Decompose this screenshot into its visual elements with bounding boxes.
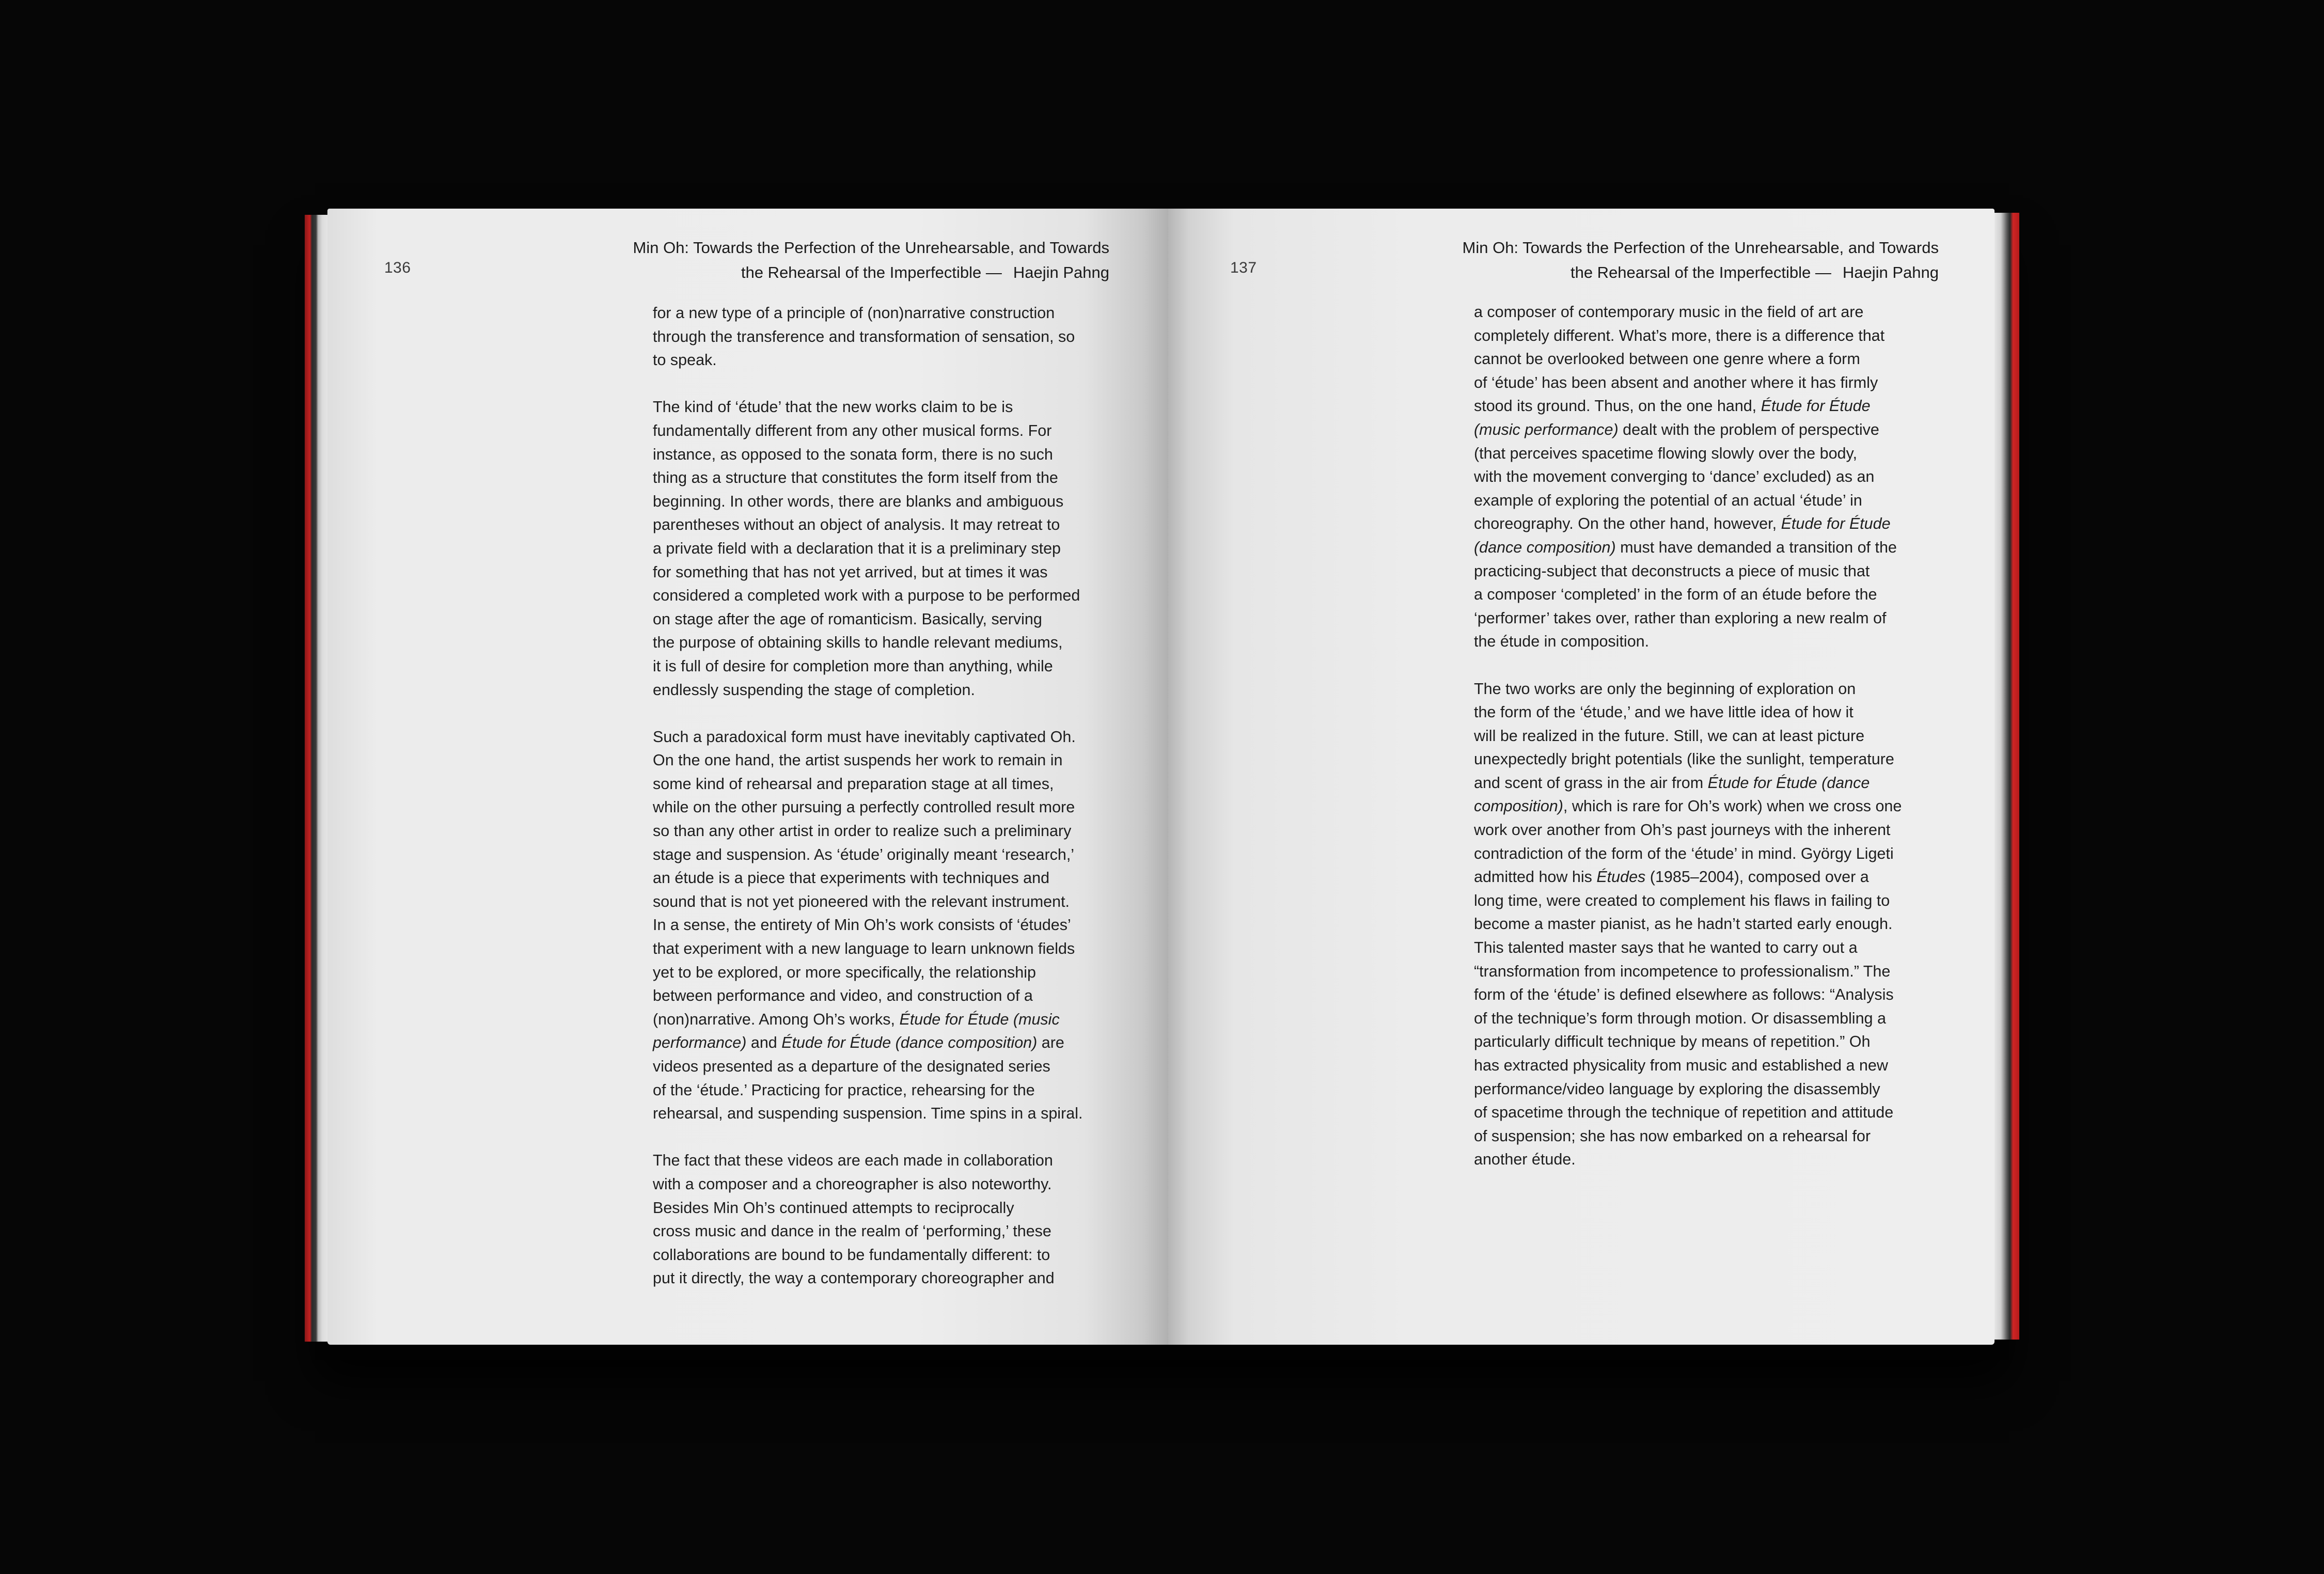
italic-title: (music performance) — [1474, 420, 1619, 438]
running-head-dash: — — [1815, 263, 1831, 281]
italic-title: Étude for Étude (music — [899, 1010, 1060, 1028]
text-line: considered a completed work with a purpose to be performed — [653, 587, 1080, 605]
text-line: parentheses without an object of analysis. It may retreat to — [653, 516, 1060, 534]
text-line: it is full of desire for completion more than anything, while — [653, 657, 1053, 675]
text-line: between performance and video, and construction of a — [653, 987, 1033, 1005]
text-line: on stage after the age of romanticism. Basically, serving — [653, 610, 1042, 628]
running-head-line1: Min Oh: Towards the Perfection of the Unrehearsable, and Towards — [1462, 239, 1939, 257]
paragraph — [653, 302, 1149, 372]
text-line: composition), which is rare for Oh’s work) when we cross one — [1474, 797, 1902, 815]
text-line: rehearsal, and suspending suspension. Time spins in a spiral. — [653, 1105, 1083, 1123]
text-line: endlessly suspending the stage of completion. — [653, 681, 975, 699]
italic-title: Étude for Étude (dance composition) — [781, 1034, 1038, 1052]
paragraph — [653, 1149, 1149, 1290]
text-line: admitted how his Études (1985–2004), composed over a — [1474, 868, 1869, 886]
italic-title: performance) — [653, 1034, 747, 1052]
text-line: while on the other pursuing a perfectly controlled result more — [653, 798, 1075, 816]
text-line: and scent of grass in the air from Étude for Étude (dance — [1474, 774, 1870, 792]
text-line: videos presented as a departure of the designated series — [653, 1058, 1050, 1075]
text-line: choreography. On the other hand, however, Étude for Étude — [1474, 515, 1891, 533]
text-line: a composer of contemporary music in the field of art are — [1474, 303, 1864, 321]
text-line: ‘performer’ takes over, rather than exploring a new realm of — [1474, 609, 1887, 627]
italic-title: Étude for Étude — [1761, 397, 1871, 415]
italic-title: composition) — [1474, 797, 1563, 815]
text-line: thing as a structure that constitutes the form itself from the — [653, 469, 1058, 487]
text-line: through the transference and transformation of sensation, so — [653, 327, 1075, 345]
text-line: another étude. — [1474, 1151, 1576, 1169]
text-line: a private field with a declaration that it is a preliminary step — [653, 539, 1061, 557]
text-line: with the movement converging to ‘dance’ excluded) as an — [1474, 468, 1875, 486]
text-line: for something that has not yet arrived, but at times it was — [653, 563, 1048, 581]
text-line: practicing-subject that deconstructs a piece of music that — [1474, 562, 1870, 580]
running-head-dash: — — [985, 263, 1002, 281]
text-line: the form of the ‘étude,’ and we have little idea of how it — [1474, 703, 1854, 721]
text-line: work over another from Oh’s past journeys with the inherent — [1474, 821, 1891, 839]
body-text — [1474, 301, 1970, 1195]
left-page — [327, 209, 1168, 1345]
text-line: The two works are only the beginning of exploration on — [1474, 680, 1856, 698]
text-line: (dance composition) must have demanded a transition of the — [1474, 538, 1897, 556]
running-head-line1: Min Oh: Towards the Perfection of the Unrehearsable, and Towards — [633, 239, 1109, 257]
text-line: (music performance) dealt with the problem of perspective — [1474, 420, 1879, 438]
running-head-title: the Rehearsal of the Imperfectible — [741, 263, 982, 281]
text-line: The kind of ‘étude’ that the new works claim to be is — [653, 398, 1013, 416]
paragraph — [1474, 301, 1970, 654]
left-cover-edge — [305, 215, 327, 1342]
text-line: put it directly, the way a contemporary choreographer and — [653, 1269, 1055, 1287]
running-head-title: the Rehearsal of the Imperfectible — [1570, 263, 1811, 281]
text-line: the étude in composition. — [1474, 633, 1650, 651]
text-line: contradiction of the form of the ‘étude’ in mind. György Ligeti — [1474, 844, 1894, 862]
body-text — [653, 302, 1149, 1314]
text-line: unexpectedly bright potentials (like the sunlight, temperature — [1474, 750, 1894, 768]
text-line: a composer ‘completed’ in the form of an étude before the — [1474, 586, 1877, 604]
text-line: completely different. What’s more, there is a difference that — [1474, 326, 1885, 344]
text-line: to speak. — [653, 351, 717, 369]
text-line: collaborations are bound to be fundamentally different: to — [653, 1246, 1050, 1264]
text-line: Besides Min Oh’s continued attempts to reciprocally — [653, 1199, 1014, 1217]
text-line: so than any other artist in order to realize such a preliminary — [653, 822, 1072, 840]
italic-title: Études — [1596, 868, 1646, 886]
text-line: example of exploring the potential of an actual ‘étude’ in — [1474, 491, 1862, 509]
text-line: cross music and dance in the realm of ‘performing,’ these — [653, 1222, 1051, 1240]
text-line: On the one hand, the artist suspends her work to remain in — [653, 751, 1063, 769]
text-line: long time, were created to complement his flaws in failing to — [1474, 891, 1890, 909]
text-line: of spacetime through the technique of repetition and attitude — [1474, 1104, 1894, 1122]
text-line: stood its ground. Thus, on the one hand, Étude for Étude — [1474, 397, 1871, 415]
text-line: of the ‘étude.’ Practicing for practice, rehearsing for the — [653, 1081, 1035, 1099]
text-line: performance) and Étude for Étude (dance composition) are — [653, 1034, 1064, 1052]
text-line: (that perceives spacetime flowing slowly over the body, — [1474, 444, 1857, 462]
running-head — [633, 235, 1109, 285]
text-line: that experiment with a new language to learn unknown fields — [653, 940, 1075, 958]
right-cover-edge — [1995, 213, 2019, 1340]
text-line: beginning. In other words, there are blanks and ambiguous — [653, 492, 1064, 510]
text-line: has extracted physicality from music and established a new — [1474, 1057, 1888, 1074]
text-line: of suspension; she has now embarked on a rehearsal for — [1474, 1127, 1871, 1145]
running-head-line2 — [1463, 260, 1939, 285]
paragraph — [653, 396, 1149, 702]
page-number: 136 — [384, 259, 411, 276]
text-line: In a sense, the entirety of Min Oh’s work consists of ‘études’ — [653, 916, 1071, 934]
italic-title: Étude for Étude (dance — [1707, 774, 1870, 792]
text-line: This talented master says that he wanted to carry out a — [1474, 939, 1858, 957]
running-head-author: Haejin Pahng — [1013, 263, 1109, 281]
text-line: yet to be explored, or more specifically, the relationship — [653, 963, 1036, 981]
text-line: form of the ‘étude’ is defined elsewhere as follows: “Analysis — [1474, 986, 1894, 1004]
text-line: fundamentally different from any other musical forms. For — [653, 421, 1052, 439]
text-line: sound that is not yet pioneered with the relevant instrument. — [653, 892, 1070, 910]
text-line: cannot be overlooked between one genre where a form — [1474, 350, 1860, 368]
page-number: 137 — [1230, 259, 1257, 276]
open-book — [305, 209, 2019, 1345]
text-line: The fact that these videos are each made in collaboration — [653, 1152, 1053, 1170]
text-line: (non)narrative. Among Oh’s works, Étude for Étude (music — [653, 1010, 1060, 1028]
text-line: some kind of rehearsal and preparation stage at all times, — [653, 775, 1054, 793]
text-line: with a composer and a choreographer is also noteworthy. — [653, 1175, 1052, 1193]
text-line: “transformation from incompetence to professionalism.” The — [1474, 962, 1891, 980]
text-line: performance/video language by exploring the disassembly — [1474, 1080, 1880, 1098]
text-line: particularly difficult technique by means of repetition.” Oh — [1474, 1033, 1871, 1051]
text-line: for a new type of a principle of (non)narrative construction — [653, 304, 1055, 322]
text-line: will be realized in the future. Still, we can at least picture — [1474, 727, 1865, 745]
italic-title: (dance composition) — [1474, 538, 1616, 556]
text-line: stage and suspension. As ‘étude’ originally meant ‘research,’ — [653, 845, 1075, 863]
running-head-line2 — [633, 260, 1109, 285]
running-head — [1463, 235, 1939, 285]
text-line: of the technique’s form through motion. Or disassembling a — [1474, 1009, 1886, 1027]
text-line: the purpose of obtaining skills to handle relevant mediums, — [653, 634, 1063, 652]
text-line: of ‘étude’ has been absent and another where it has firmly — [1474, 373, 1878, 391]
text-line: become a master pianist, as he hadn’t started early enough. — [1474, 915, 1893, 933]
running-head-author: Haejin Pahng — [1842, 263, 1939, 281]
paragraph — [653, 726, 1149, 1126]
text-line: an étude is a piece that experiments with techniques and — [653, 869, 1050, 887]
paragraph — [1474, 678, 1970, 1172]
text-line: instance, as opposed to the sonata form, there is no such — [653, 445, 1053, 463]
text-line: Such a paradoxical form must have inevitably captivated Oh. — [653, 728, 1076, 746]
italic-title: Étude for Étude — [1781, 515, 1891, 533]
right-page — [1168, 209, 1995, 1345]
